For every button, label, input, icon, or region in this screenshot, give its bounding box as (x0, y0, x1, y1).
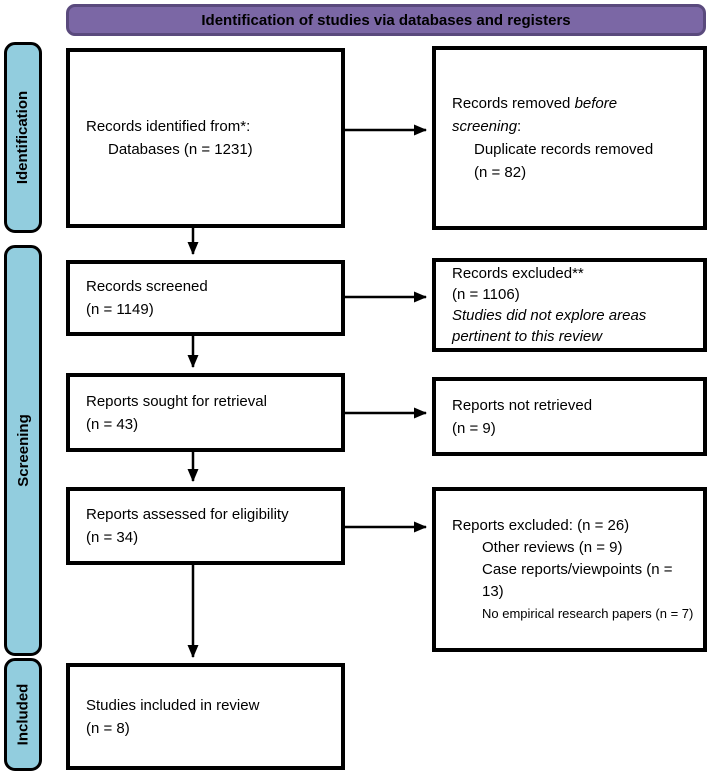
box-line: Reports assessed for eligibility (86, 506, 289, 523)
stage-label-identification-text: Identification (14, 90, 32, 185)
box-line: (n = 43) (86, 415, 139, 433)
box-line: Studies included in review (86, 696, 260, 714)
box-studies-included (66, 663, 345, 770)
stage-label-included (4, 658, 42, 771)
box-line: pertinent to this review (452, 328, 603, 345)
box-line: Reports excluded: (n = 26) (452, 516, 630, 534)
box-line: Databases (n = 1231) (108, 141, 253, 158)
diagram-title: Identification of studies via databases and registers (201, 11, 571, 29)
box-line: Records screened (86, 278, 208, 295)
box-records-identified (66, 48, 345, 228)
box-records-removed (432, 46, 707, 230)
box-line: (n = 82) (474, 164, 527, 181)
stage-label-screening-text: Screening (14, 414, 32, 487)
box-line: No empirical research papers (n = 7) (482, 605, 694, 621)
box-line: Records removed before (452, 95, 618, 112)
box-line: Reports not retrieved (452, 396, 593, 414)
box-line: Studies did not explore areas (452, 307, 647, 324)
box-reports-excluded (432, 487, 707, 652)
box-line: Records identified from*: (86, 118, 251, 135)
box-records-excluded (432, 258, 707, 352)
box-line: screening: (452, 118, 522, 135)
stage-label-identification (4, 42, 42, 233)
box-reports-assessed (66, 487, 345, 565)
box-line: Records excluded** (452, 265, 584, 282)
box-line: (n = 9) (452, 419, 496, 437)
box-line: Reports sought for retrieval (86, 392, 267, 410)
box-line: (n = 34) (86, 529, 139, 546)
box-line: (n = 1149) (86, 301, 154, 318)
diagram-title-banner (66, 4, 706, 36)
box-reports-not-retrieved (432, 377, 707, 456)
box-line: Case reports/viewpoints (n = 13) (482, 560, 673, 600)
stage-label-screening (4, 245, 42, 656)
box-reports-sought (66, 373, 345, 452)
stage-label-included-text: Included (14, 683, 32, 746)
box-line: (n = 8) (86, 719, 130, 737)
box-line: Duplicate records removed (474, 141, 654, 158)
box-records-screened (66, 260, 345, 336)
box-line: Other reviews (n = 9) (482, 538, 623, 556)
box-line: (n = 1106) (452, 286, 520, 303)
